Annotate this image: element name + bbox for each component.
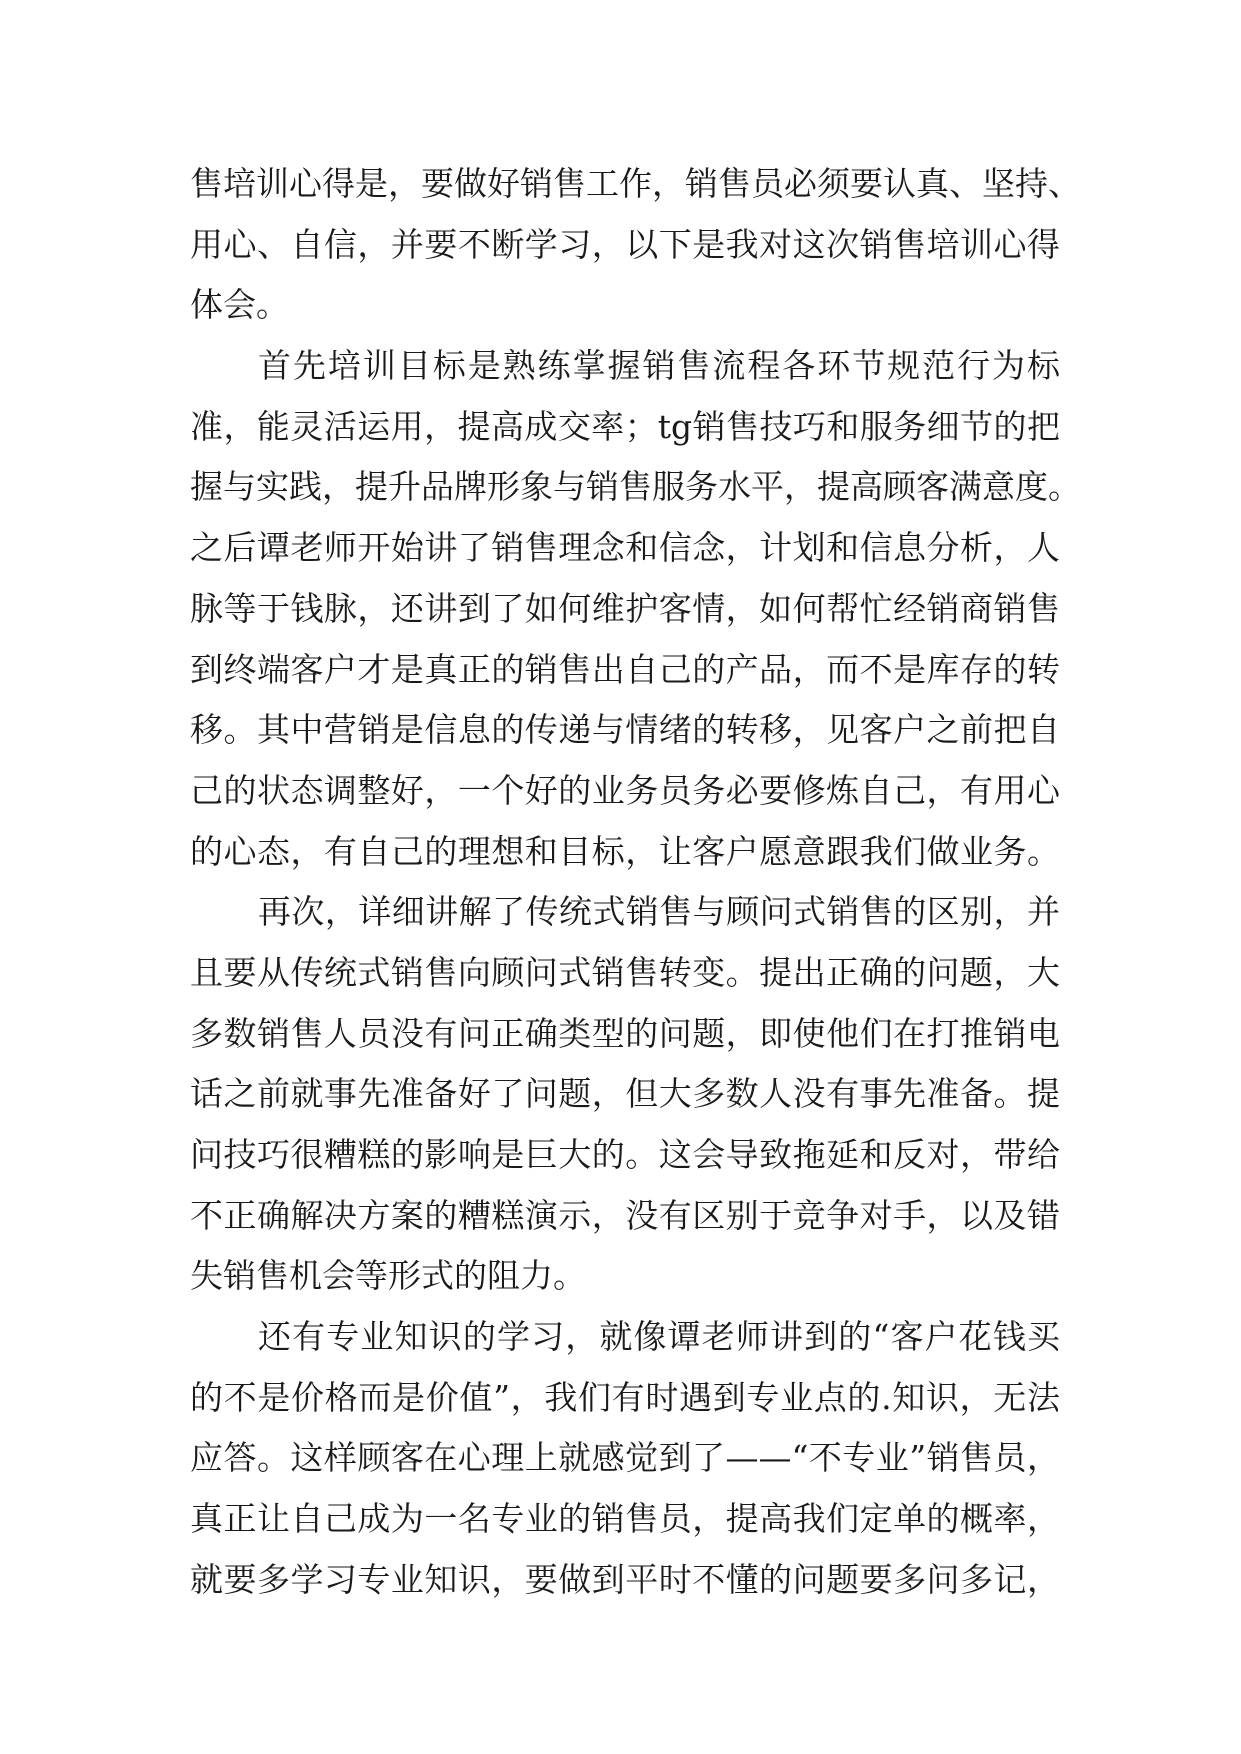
text-line: 己的状态调整好，一个好的业务员务必要修炼自己，有用心 bbox=[190, 770, 1060, 810]
text-line: 真正让自己成为一名专业的销售员，提高我们定单的概率， bbox=[190, 1499, 1060, 1539]
text-line: 售培训心得是，要做好销售工作，销售员必须要认真、坚持、 bbox=[190, 164, 1081, 203]
text-line: 失销售机会等形式的阻力。 bbox=[190, 1256, 586, 1296]
text-line: 话之前就事先准备好了问题，但大多数人没有事先准备。提 bbox=[190, 1074, 1060, 1114]
text-line: 的不是价格而是价值”，我们有时遇到专业点的.知识，无法 bbox=[190, 1377, 1060, 1417]
text-line: 体会。 bbox=[190, 285, 289, 325]
text-line: 多数销售人员没有问正确类型的问题，即使他们在打推销电 bbox=[190, 1013, 1060, 1053]
text-line: 用心、自信，并要不断学习，以下是我对这次销售培训心得 bbox=[190, 224, 1060, 264]
document-body bbox=[190, 154, 1081, 1611]
text-line: 还有专业知识的学习，就像谭老师讲到的“客户花钱买 bbox=[258, 1317, 1060, 1357]
text-line: 握与实践，提升品牌形象与销售服务水平，提高顾客满意度。 bbox=[190, 467, 1081, 507]
text-line: 到终端客户才是真正的销售出自己的产品，而不是库存的转 bbox=[190, 649, 1060, 689]
text-line: 脉等于钱脉，还讲到了如何维护客情，如何帮忙经销商销售 bbox=[190, 588, 1060, 628]
text-line: 首先培训目标是熟练掌握销售流程各环节规范行为标 bbox=[258, 346, 1060, 386]
text-line: 问技巧很糟糕的影响是巨大的。这会导致拖延和反对，带给 bbox=[190, 1135, 1060, 1174]
text-line: 之后谭老师开始讲了销售理念和信念，计划和信息分析，人 bbox=[190, 528, 1060, 568]
text-line: 应答。这样顾客在心理上就感觉到了——“不专业”销售员， bbox=[190, 1438, 1060, 1478]
text-line: 再次，详细讲解了传统式销售与顾问式销售的区别，并 bbox=[258, 892, 1060, 932]
text-line: 就要多学习专业知识，要做到平时不懂的问题要多问多记， bbox=[190, 1559, 1060, 1599]
text-line: 移。其中营销是信息的传递与情绪的转移，见客户之前把自 bbox=[190, 710, 1060, 750]
text-line: 且要从传统式销售向顾问式销售转变。提出正确的问题，大 bbox=[190, 952, 1060, 992]
text-line: 准，能灵活运用，提高成交率；tg销售技巧和服务细节的把 bbox=[190, 406, 1060, 446]
text-line: 不正确解决方案的糟糕演示，没有区别于竞争对手，以及错 bbox=[190, 1195, 1060, 1235]
text-line: 的心态，有自己的理想和目标，让客户愿意跟我们做业务。 bbox=[190, 831, 1060, 871]
